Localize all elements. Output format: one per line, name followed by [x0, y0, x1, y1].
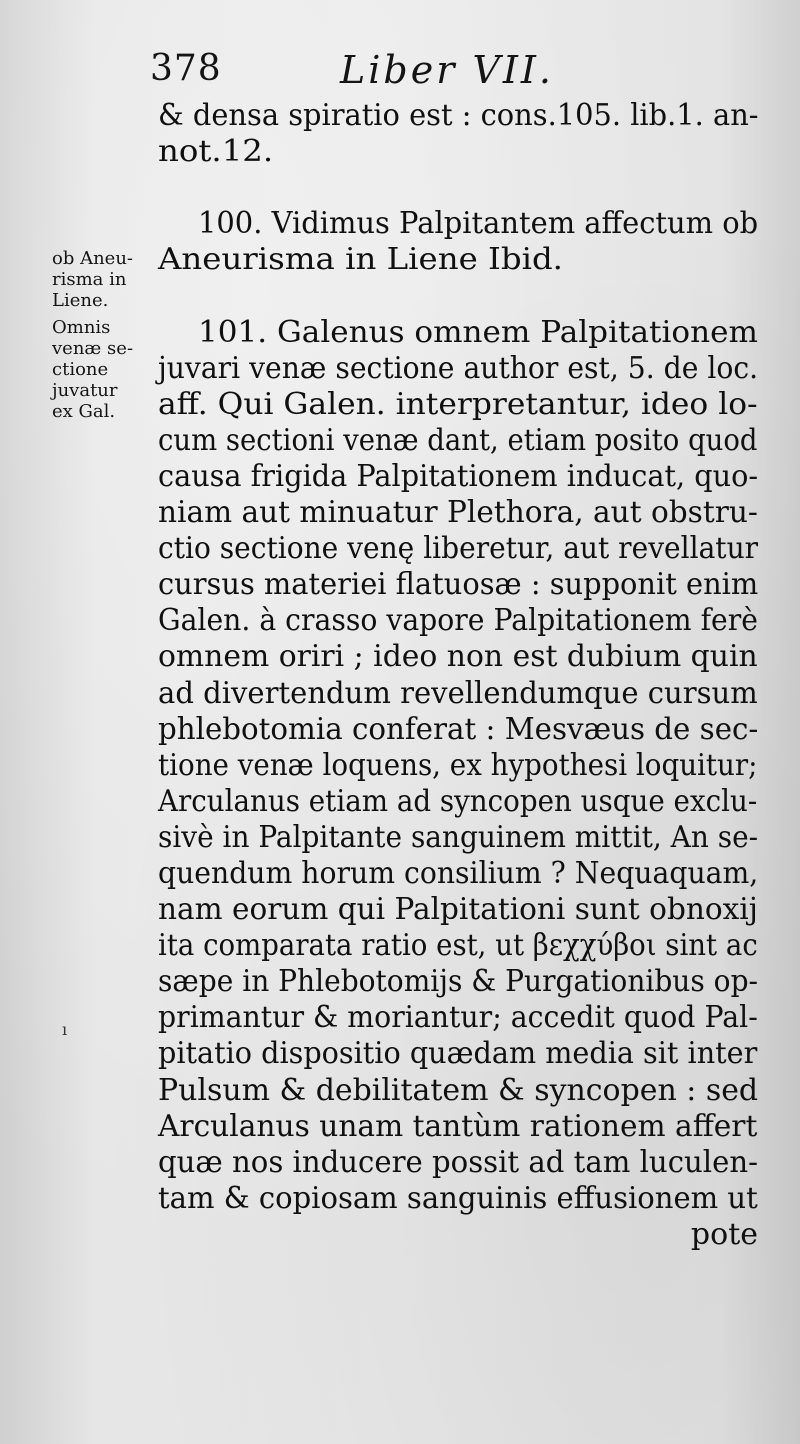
text-line: phlebotomia conferat : Mesvæus de sec- [158, 711, 759, 747]
stray-mark: ı [62, 1020, 68, 1039]
margin-note-line: Omnis [52, 317, 111, 338]
page-header [150, 48, 750, 102]
margin-note-aneurisma [52, 248, 162, 311]
text-line: Galen. à crasso vapore Palpitationem ferè [158, 603, 759, 639]
margin-note-line: Liene. [52, 290, 109, 311]
text-line: ita comparata ratio est, ut βεχχύβοι sint ac [158, 928, 758, 964]
text-line: causa frigida Palpitationem inducat, quo- [158, 458, 759, 494]
text-line: Aneurisma in Liene Ibid. [158, 242, 563, 278]
text-line: juvari venæ sectione author est, 5. de loc. [158, 350, 759, 386]
text-line: Arculanus etiam ad syncopen usque exclu- [158, 783, 758, 819]
margin-note-line: ob Aneu- [52, 248, 133, 269]
margin-note-line: ex Gal. [52, 401, 116, 422]
text-line: cursus materiei flatuosæ : supponit enim [158, 567, 759, 603]
text-line: ad divertendum revellendumque cursum [158, 675, 758, 711]
text-line: aff. Qui Galen. interpretantur, ideo lo- [158, 386, 758, 422]
text-line: niam aut minuatur Plethora, aut obstru- [158, 495, 758, 531]
page-number: 378 [150, 48, 222, 89]
text-line: quendum horum consilium ? Nequaquam, [158, 855, 759, 891]
text-line: nam eorum qui Palpitationi sunt obnoxij [158, 892, 758, 928]
text-line: cum sectioni venæ dant, etiam posito quod [158, 422, 758, 458]
body-text [158, 98, 758, 1253]
text-line: sivè in Palpitante sanguinem mittit, An se- [158, 819, 759, 855]
text-line: 101. Galenus omnem Palpitationem [198, 314, 758, 350]
text-line: 100. Vidimus Palpitantem affectum ob [198, 206, 759, 242]
text-line: tione venæ loquens, ex hypothesi loquitur; [158, 747, 758, 783]
catchword: pote [690, 1216, 758, 1252]
margin-note-line: venæ se- [52, 338, 134, 359]
text-line: quæ nos inducere possit ad tam luculen- [158, 1144, 758, 1180]
text-line: pitatio dispositio quædam media sit inter [158, 1036, 758, 1072]
text-line: Arculanus unam tantùm rationem affert [158, 1108, 758, 1144]
text-line: sæpe in Phlebotomijs & Purgationibus op- [158, 964, 759, 1000]
paragraph-gap [158, 278, 758, 314]
text-line: ctio sectione venę liberetur, aut revellatur [158, 531, 759, 567]
margin-note-line: risma in [52, 269, 127, 290]
text-line: tam & copiosam sanguinis effusionem ut [158, 1180, 758, 1216]
margin-note-line: ctione [52, 359, 109, 380]
margin-notes [52, 248, 162, 426]
text-line: Pulsum & debilitatem & syncopen : sed [158, 1072, 759, 1108]
text-line: omnem oriri ; ideo non est dubium quin [158, 639, 758, 675]
text-line: primantur & moriantur; accedit quod Pal- [158, 1000, 758, 1036]
margin-note-line: juvatur [52, 380, 118, 401]
margin-note-venae-sectione [52, 317, 162, 422]
text-line: & densa spiratio est : cons.105. lib.1. an- [158, 98, 759, 133]
running-head: Liber VII. [340, 48, 554, 92]
text-line: not.12. [158, 134, 274, 170]
paragraph-gap [158, 170, 758, 206]
